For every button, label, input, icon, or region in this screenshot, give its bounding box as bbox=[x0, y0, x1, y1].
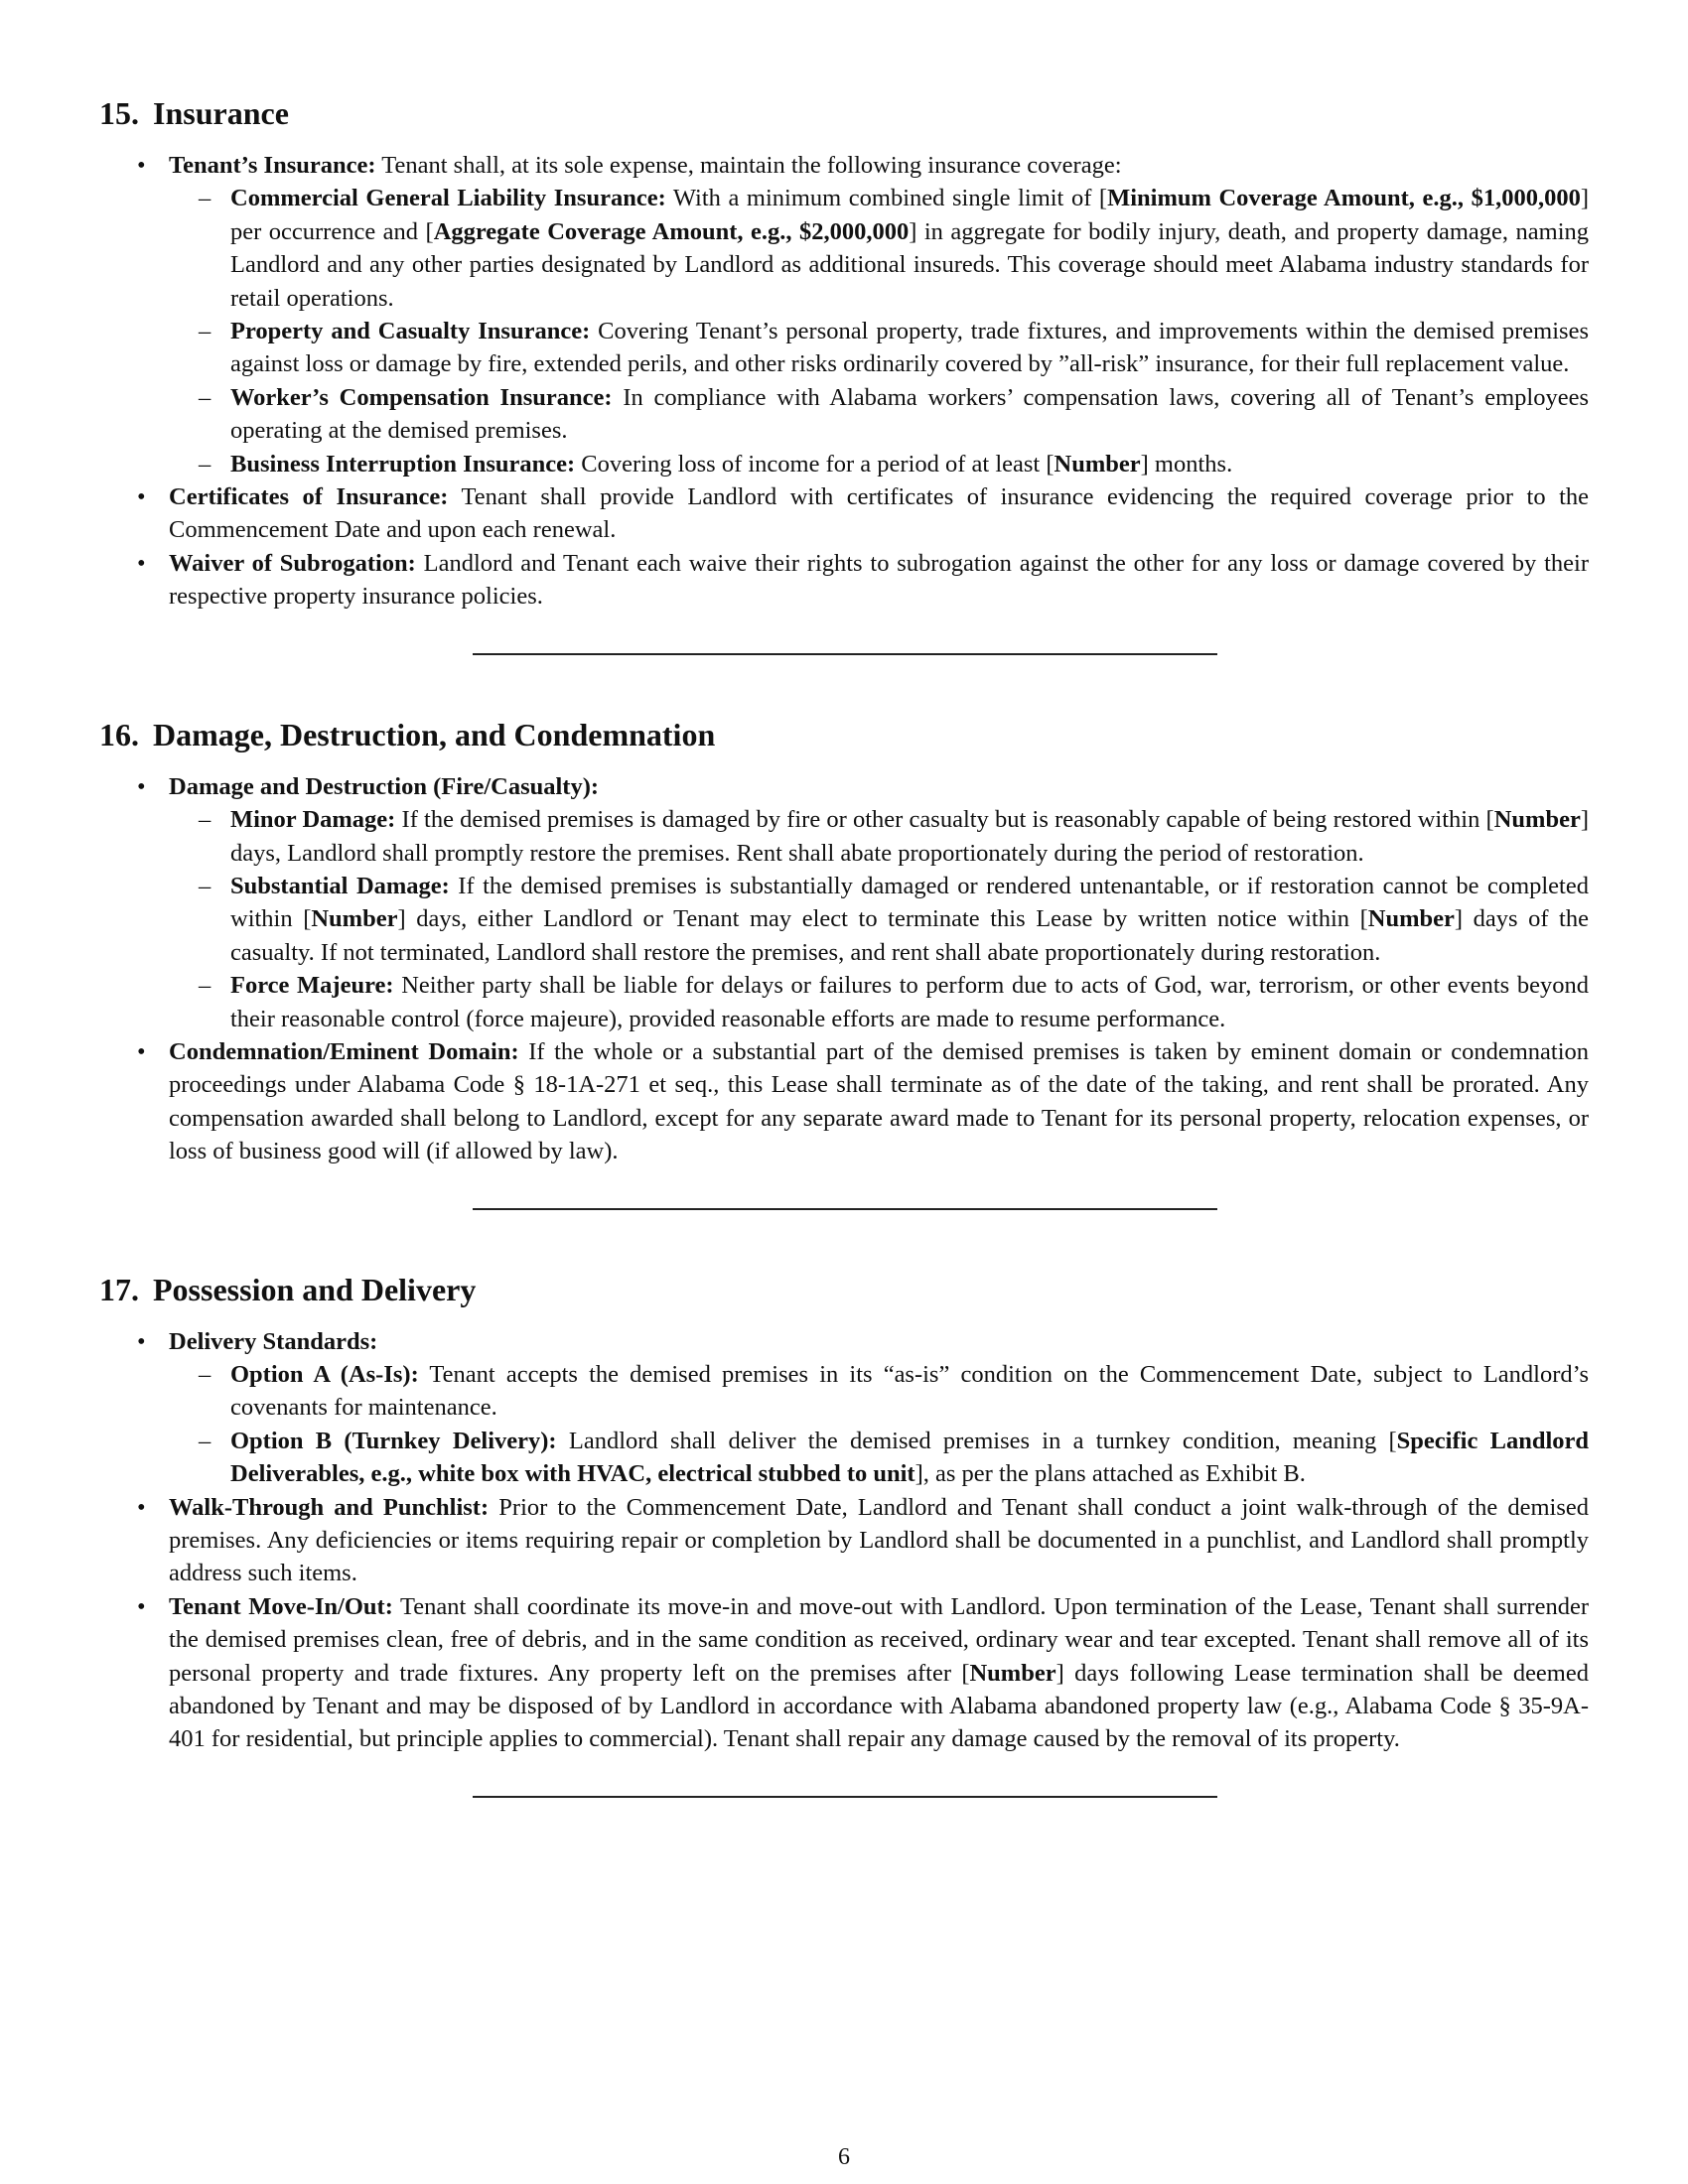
sub-item-text: ] days, Landlord shall promptly restore the premises. Rent shall abate proportionately during the period of restoration. bbox=[230, 806, 1589, 867]
sub-item-label: Force Majeure: bbox=[230, 972, 394, 1000]
sub-list bbox=[169, 803, 1589, 1035]
bullet-list bbox=[99, 149, 1589, 614]
item-text: Tenant shall provide Landlord with certificates of insurance evidencing the required coverage prior to the Commencement Date and upon each renewal. bbox=[169, 483, 1590, 544]
item-label: Delivery Standards: bbox=[169, 1327, 378, 1355]
section-number: 17. bbox=[99, 1271, 139, 1307]
item-text: Landlord and Tenant each waive their rights to subrogation against the other for any loss or damage covered by their respective property insurance policies. bbox=[169, 549, 1590, 611]
sub-item-text: Neither party shall be liable for delays or failures to perform due to acts of God, war, terrorism, or other events beyond their reasonable control (force majeure), provided reasonable efforts are made to resume performance. bbox=[230, 972, 1589, 1032]
placeholder-text: Specific Landlord Deliverables, e.g., white box with HVAC, electrical stubbed to unit bbox=[230, 1427, 1589, 1488]
list-item bbox=[99, 1491, 1589, 1590]
sub-item-label: Property and Casualty Insurance: bbox=[230, 318, 591, 345]
sub-item-text: ], as per the plans attached as Exhibit B. bbox=[914, 1460, 1306, 1488]
sub-item-text: Covering Tenant’s personal property, trade fixtures, and improvements within the demised premises against loss or damage by fire, extended perils, and other risks ordinarily covered by ”all-risk” insurance, for their full replacement value. bbox=[230, 318, 1589, 378]
bullet-icon: • bbox=[137, 1327, 146, 1355]
list-item bbox=[99, 1590, 1589, 1756]
dash-icon: – bbox=[199, 872, 211, 899]
dash-icon: – bbox=[199, 1360, 211, 1388]
sub-list-item bbox=[169, 803, 1589, 870]
section bbox=[99, 713, 1589, 1210]
placeholder-text: Aggregate Coverage Amount, e.g., $2,000,000 bbox=[433, 217, 910, 245]
dash-icon: – bbox=[199, 185, 211, 212]
sub-list-item bbox=[169, 448, 1589, 480]
list-item bbox=[99, 480, 1589, 547]
dash-icon: – bbox=[199, 806, 211, 834]
bullet-icon: • bbox=[137, 1493, 146, 1521]
sub-item-text: If the demised premises is substantially damaged or rendered untenantable, or if restoration cannot be completed within [ bbox=[230, 872, 1589, 933]
placeholder-text: Number bbox=[1493, 806, 1581, 834]
bullet-icon: • bbox=[137, 1037, 146, 1065]
sub-list bbox=[169, 182, 1589, 480]
item-label: Tenant Move-In/Out: bbox=[169, 1592, 393, 1620]
item-label: Damage and Destruction (Fire/Casualty): bbox=[169, 772, 600, 800]
sub-item-text: ] days, either Landlord or Tenant may elect to terminate this Lease by written notice within [ bbox=[397, 905, 1368, 933]
sub-item-text: If the demised premises is damaged by fire or other casualty but is reasonably capable of being restored within [ bbox=[395, 806, 1494, 834]
sub-item-label: Commercial General Liability Insurance: bbox=[230, 185, 666, 212]
sub-item-label: Worker’s Compensation Insurance: bbox=[230, 383, 613, 411]
bullet-list bbox=[99, 1325, 1589, 1756]
item-label: Waiver of Subrogation: bbox=[169, 549, 416, 577]
sub-list-item bbox=[169, 870, 1589, 969]
sub-item-text: ] months. bbox=[1140, 450, 1233, 478]
sub-list-item bbox=[169, 182, 1589, 315]
dash-icon: – bbox=[199, 450, 211, 478]
list-item bbox=[99, 1035, 1589, 1168]
horizontal-rule bbox=[473, 1208, 1217, 1210]
dash-icon: – bbox=[199, 318, 211, 345]
sub-list-item bbox=[169, 969, 1589, 1035]
sub-item-text: ] days of the casualty. If not terminated, Landlord shall restore the premises, and rent shall abate proportionately during restoration. bbox=[230, 905, 1589, 966]
sub-item-text: In compliance with Alabama workers’ compensation laws, covering all of Tenant’s employees operating at the demised premises. bbox=[230, 383, 1589, 445]
sub-item-text: Covering loss of income for a period of at least [ bbox=[575, 450, 1055, 478]
sub-item-label: Option B (Turnkey Delivery): bbox=[230, 1427, 557, 1454]
sub-item-label: Option A (As-Is): bbox=[230, 1360, 419, 1388]
section-title: Damage, Destruction, and Condemnation bbox=[153, 716, 716, 752]
sub-list-item bbox=[169, 381, 1589, 448]
dash-icon: – bbox=[199, 383, 211, 411]
bullet-icon: • bbox=[137, 772, 146, 800]
item-text: Tenant shall, at its sole expense, maintain the following insurance coverage: bbox=[381, 152, 1122, 179]
item-text: ] days following Lease termination shall be deemed abandoned by Tenant and may be disposed of by Landlord in accordance with Alabama abandoned property law (e.g., Alabama Code § 35-9A-401 for residential, but principle applies to commercial). Tenant shall repair any damage caused by the removal of its property. bbox=[169, 1659, 1589, 1753]
item-text: If the whole or a substantial part of the demised premises is taken by eminent domain or condemnation proceedings under Alabama Code § 18-1A-271 et seq., this Lease shall terminate as of the date of the taking, and rent shall be prorated. Any compensation awarded shall belong to Landlord, except for any separate award made to Tenant for its personal property, relocation expenses, or loss of business good will (if allowed by law). bbox=[169, 1037, 1590, 1165]
item-label: Walk-Through and Punchlist: bbox=[169, 1493, 490, 1521]
section-heading bbox=[99, 1268, 1589, 1311]
section bbox=[99, 1268, 1589, 1798]
dash-icon: – bbox=[199, 972, 211, 1000]
sub-item-text: ] in aggregate for bodily injury, death, and property damage, naming Landlord and any other parties designated by Landlord as additional insureds. This coverage should meet Alabama industry standards for retail operations. bbox=[230, 217, 1589, 312]
section-number: 16. bbox=[99, 716, 139, 752]
page-number: 6 bbox=[838, 2144, 850, 2170]
placeholder-text: Number bbox=[1367, 905, 1455, 933]
bullet-icon: • bbox=[137, 483, 146, 511]
placeholder-text: Number bbox=[1054, 450, 1141, 478]
sub-item-text: ] per occurrence and [ bbox=[230, 185, 1589, 245]
section bbox=[99, 91, 1589, 655]
sub-item-text: Landlord shall deliver the demised premises in a turnkey condition, meaning [ bbox=[556, 1427, 1397, 1454]
placeholder-text: Number bbox=[311, 905, 398, 933]
horizontal-rule bbox=[473, 653, 1217, 655]
item-label: Tenant’s Insurance: bbox=[169, 152, 376, 179]
section-heading bbox=[99, 713, 1589, 756]
list-item bbox=[99, 770, 1589, 1035]
section-title: Possession and Delivery bbox=[153, 1271, 477, 1307]
bullet-icon: • bbox=[137, 152, 146, 179]
list-item bbox=[99, 1325, 1589, 1491]
list-item bbox=[99, 547, 1589, 614]
sub-list-item bbox=[169, 1358, 1589, 1425]
section-heading bbox=[99, 91, 1589, 135]
bullet-icon: • bbox=[137, 1592, 146, 1620]
sub-item-text: Tenant accepts the demised premises in its “as-is” condition on the Commencement Date, subject to Landlord’s covenants for maintenance. bbox=[230, 1360, 1589, 1422]
item-label: Certificates of Insurance: bbox=[169, 483, 449, 511]
sub-list bbox=[169, 1358, 1589, 1491]
section-number: 15. bbox=[99, 95, 139, 131]
sub-item-label: Minor Damage: bbox=[230, 806, 396, 834]
sub-item-label: Business Interruption Insurance: bbox=[230, 450, 576, 478]
item-text: Tenant shall coordinate its move-in and move-out with Landlord. Upon termination of the Lease, Tenant shall surrender the demised premises clean, free of debris, and in the same condition as received, ordinary wear and tear excepted. Tenant shall remove all of its personal property and trade fixtures. Any property left on the premises after [ bbox=[169, 1592, 1589, 1687]
bullet-list bbox=[99, 770, 1589, 1168]
sub-list-item bbox=[169, 315, 1589, 381]
sub-item-text: With a minimum combined single limit of [ bbox=[665, 185, 1108, 212]
section-title: Insurance bbox=[153, 95, 289, 131]
item-text: Prior to the Commencement Date, Landlord and Tenant shall conduct a joint walk-through of the demised premises. Any deficiencies or items requiring repair or completion by Landlord shall be documented in a punchlist, and Landlord shall promptly address such items. bbox=[169, 1493, 1590, 1587]
list-item bbox=[99, 149, 1589, 480]
placeholder-text: Minimum Coverage Amount, e.g., $1,000,000 bbox=[1107, 185, 1581, 212]
dash-icon: – bbox=[199, 1427, 211, 1454]
sub-item-label: Substantial Damage: bbox=[230, 872, 450, 899]
document-body bbox=[99, 91, 1589, 1855]
horizontal-rule bbox=[473, 1796, 1217, 1798]
placeholder-text: Number bbox=[969, 1659, 1056, 1687]
item-label: Condemnation/Eminent Domain: bbox=[169, 1037, 519, 1065]
bullet-icon: • bbox=[137, 549, 146, 577]
sub-list-item bbox=[169, 1425, 1589, 1491]
